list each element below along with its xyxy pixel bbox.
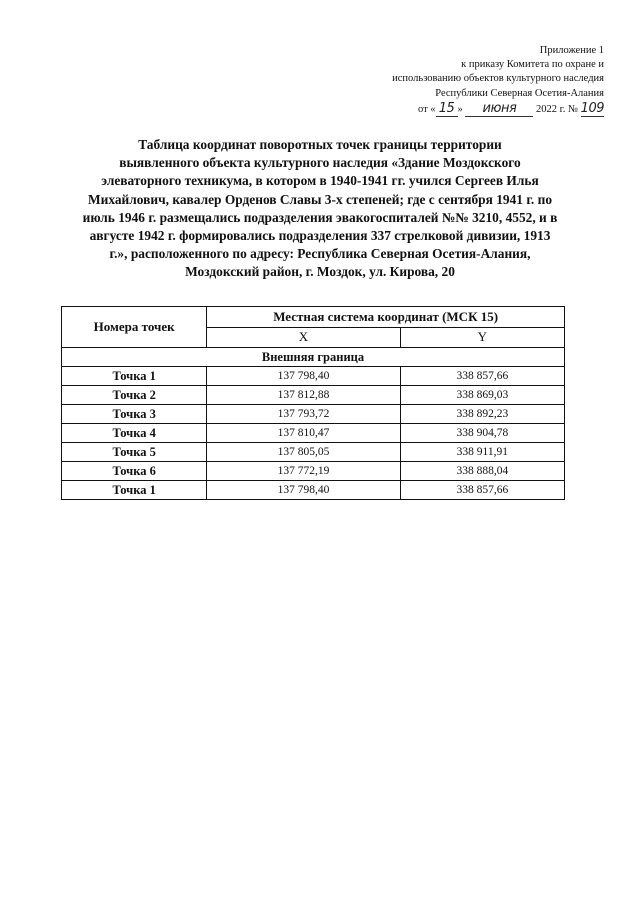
x-value: 137 772,19 [207,462,400,481]
title-line: Михайлович, кавалер Орденов Славы 3-х степеней; где с сентября 1941 г. по [87,191,553,207]
table-row [62,367,565,386]
x-value: 137 798,40 [207,367,400,386]
table-row [62,405,565,424]
y-value: 338 888,04 [400,462,564,481]
x-value: 137 798,40 [207,481,400,500]
appendix-block [304,44,604,117]
point-name: Точка 1 [62,481,207,500]
point-name: Точка 6 [62,462,207,481]
table-row [62,443,565,462]
y-value: 338 904,78 [400,424,564,443]
appendix-title: Приложение 1 [539,45,604,56]
section-label: Внешняя граница [62,348,565,367]
appendix-committee-line: использованию объектов культурного наследия [392,73,604,85]
handwritten-day: 15 [436,102,458,117]
section-row [62,348,565,367]
x-column-header: X [207,327,400,348]
y-value: 338 869,03 [400,386,564,405]
x-value: 137 810,47 [207,424,400,443]
date-prefix: от « [417,103,436,115]
point-name: Точка 4 [62,424,207,443]
x-value: 137 805,05 [207,443,400,462]
table-row [62,481,565,500]
appendix-republic-line: Республики Северная Осетия-Алания [435,87,604,99]
handwritten-month: июня [465,102,533,117]
title-line: г.», расположенного по адресу: Республика Северная Осетия-Алания, [109,246,531,262]
document-title [60,136,580,282]
y-value: 338 892,23 [400,405,564,424]
appendix-date-line [304,102,604,117]
handwritten-order-number: 109 [580,100,604,116]
y-value: 338 911,91 [400,443,564,462]
title-line: Моздокский район, г. Моздок, ул. Кирова, 20 [185,264,455,280]
table-row [62,386,565,405]
points-column-header: Номера точек [62,307,207,348]
point-name: Точка 2 [62,386,207,405]
point-name: Точка 5 [62,443,207,462]
point-name: Точка 3 [62,405,207,424]
table-row [62,424,565,443]
table-row [62,462,565,481]
table-header-row [62,307,565,328]
y-value: 338 857,66 [400,481,564,500]
x-value: 137 812,88 [207,386,400,405]
title-line: июль 1946 г. размещались подразделения эвакогоспиталей №№ 3210, 4552, и в [82,209,558,225]
title-line: августе 1942 г. формировались подразделения 337 стрелковой дивизии, 1913 [89,228,551,244]
y-column-header: Y [400,327,564,348]
y-value: 338 857,66 [400,367,564,386]
x-value: 137 793,72 [207,405,400,424]
coord-system-header: Местная система координат (МСК 15) [207,307,565,328]
title-line: выявленного объекта культурного наследия «Здание Моздокского [119,155,521,171]
date-mid: » [457,103,463,115]
date-year: 2022 г. № [536,103,579,115]
coordinates-table [61,306,565,500]
point-name: Точка 1 [62,367,207,386]
appendix-order-line: к приказу Комитета по охране и [461,59,604,71]
title-line: Таблица координат поворотных точек границы территории [138,137,502,152]
title-line: элеваторного техникума, в котором в 1940-1941 гг. учился Сергеев Илья [101,173,539,189]
